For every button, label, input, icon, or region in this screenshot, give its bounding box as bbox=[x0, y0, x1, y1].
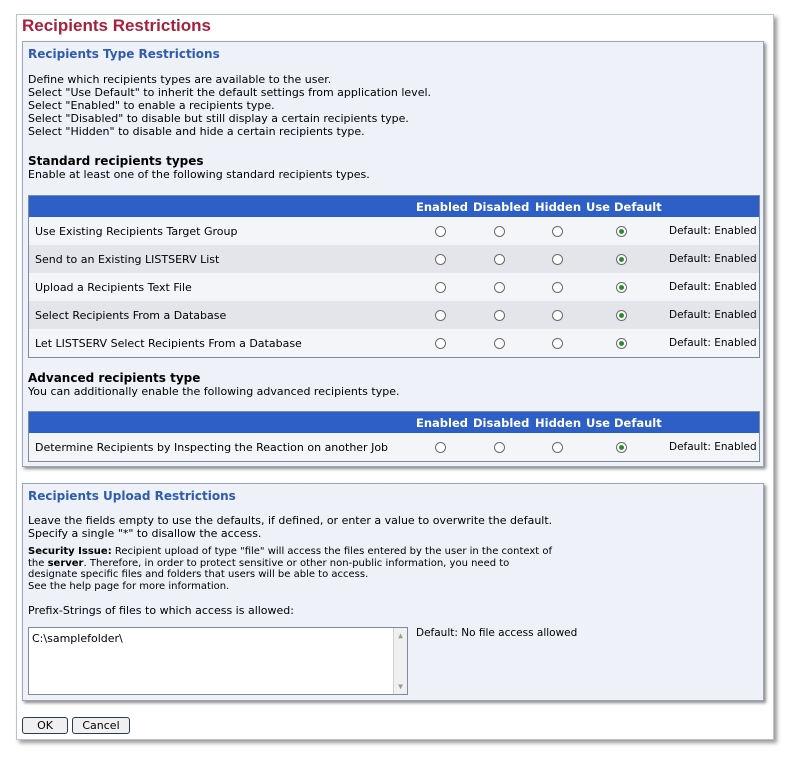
default-note: Default: Enabled bbox=[669, 441, 757, 453]
default-note: Default: Enabled bbox=[669, 225, 757, 237]
security-line: See the help page for more information. bbox=[28, 580, 230, 592]
standard-description: Enable at least one of the following standard recipients types. bbox=[28, 168, 370, 181]
intro-line: Select "Disabled" to disable but still display a certain recipients type. bbox=[28, 112, 409, 125]
row-label: Let LISTSERV Select Recipients From a Database bbox=[35, 337, 302, 350]
page-title: Recipients Restrictions bbox=[22, 16, 211, 35]
radio-enabled[interactable] bbox=[435, 226, 446, 237]
radio-use-default[interactable] bbox=[616, 442, 627, 453]
table-row bbox=[29, 301, 759, 329]
radio-enabled[interactable] bbox=[435, 442, 446, 453]
prefix-strings-value: C:\samplefolder\ bbox=[32, 632, 123, 645]
radio-hidden[interactable] bbox=[552, 282, 563, 293]
standard-heading: Standard recipients types bbox=[28, 154, 204, 168]
default-note: Default: Enabled bbox=[669, 253, 757, 265]
radio-use-default[interactable] bbox=[616, 310, 627, 321]
intro-line: Select "Hidden" to disable and hide a certain recipients type. bbox=[28, 125, 365, 138]
table-row bbox=[29, 329, 759, 357]
advanced-types-table bbox=[28, 411, 760, 462]
radio-enabled[interactable] bbox=[435, 338, 446, 349]
radio-enabled[interactable] bbox=[435, 254, 446, 265]
radio-disabled[interactable] bbox=[494, 226, 505, 237]
radio-hidden[interactable] bbox=[552, 442, 563, 453]
table-row bbox=[29, 433, 759, 461]
radio-hidden[interactable] bbox=[552, 338, 563, 349]
column-disabled: Disabled bbox=[473, 416, 530, 430]
table-row bbox=[29, 273, 759, 301]
row-label: Select Recipients From a Database bbox=[35, 309, 227, 322]
table-row bbox=[29, 245, 759, 273]
column-use-default: Use Default bbox=[586, 200, 662, 214]
default-note: Default: Enabled bbox=[669, 281, 757, 293]
standard-types-table bbox=[28, 195, 760, 358]
security-text: the bbox=[28, 557, 48, 569]
upload-restrictions-title: Recipients Upload Restrictions bbox=[28, 489, 236, 503]
cancel-button[interactable]: Cancel bbox=[72, 717, 130, 734]
radio-disabled[interactable] bbox=[494, 442, 505, 453]
advanced-section-header bbox=[28, 372, 399, 398]
row-label: Send to an Existing LISTSERV List bbox=[35, 253, 220, 266]
radio-disabled[interactable] bbox=[494, 282, 505, 293]
radio-use-default[interactable] bbox=[616, 338, 627, 349]
column-enabled: Enabled bbox=[416, 200, 469, 214]
type-restrictions-panel bbox=[22, 41, 764, 467]
column-hidden: Hidden bbox=[535, 200, 582, 214]
radio-use-default[interactable] bbox=[616, 282, 627, 293]
prefix-strings-textarea[interactable] bbox=[28, 627, 408, 695]
standard-section-header bbox=[28, 155, 370, 181]
radio-hidden[interactable] bbox=[552, 254, 563, 265]
table-row bbox=[29, 217, 759, 245]
radio-hidden[interactable] bbox=[552, 310, 563, 321]
type-restrictions-title: Recipients Type Restrictions bbox=[28, 47, 220, 61]
row-label: Use Existing Recipients Target Group bbox=[35, 225, 238, 238]
default-note: Default: Enabled bbox=[669, 337, 757, 349]
table-header bbox=[29, 196, 759, 217]
intro-line: Define which recipients types are available to the user. bbox=[28, 73, 332, 86]
security-server: server bbox=[47, 557, 84, 569]
security-line bbox=[28, 558, 552, 570]
scroll-up-icon[interactable]: ▲ bbox=[398, 631, 403, 640]
security-line: designate specific files and folders that users will be able to access. bbox=[28, 569, 369, 580]
type-restrictions-intro bbox=[28, 73, 431, 138]
radio-enabled[interactable] bbox=[435, 282, 446, 293]
prefix-field-default: Default: No file access allowed bbox=[416, 627, 578, 639]
column-enabled: Enabled bbox=[416, 416, 469, 430]
security-label: Security Issue: bbox=[28, 546, 112, 557]
radio-use-default[interactable] bbox=[616, 254, 627, 265]
radio-disabled[interactable] bbox=[494, 338, 505, 349]
column-disabled: Disabled bbox=[473, 200, 530, 214]
ok-button[interactable]: OK bbox=[22, 717, 68, 734]
intro-line: Specify a single "*" to disallow the access. bbox=[28, 527, 262, 540]
upload-intro bbox=[28, 514, 552, 540]
table-header bbox=[29, 412, 759, 433]
row-label: Upload a Recipients Text File bbox=[35, 281, 192, 294]
security-line bbox=[28, 546, 552, 558]
textarea-scrollbar[interactable] bbox=[393, 628, 407, 694]
radio-enabled[interactable] bbox=[435, 310, 446, 321]
default-note: Default: Enabled bbox=[669, 309, 757, 321]
security-text: Recipient upload of type "file" will access the files entered by the user in the context of bbox=[111, 546, 553, 557]
security-notice bbox=[28, 546, 552, 592]
intro-line: Select "Enabled" to enable a recipients type. bbox=[28, 99, 275, 112]
radio-disabled[interactable] bbox=[494, 254, 505, 265]
column-hidden: Hidden bbox=[535, 416, 582, 430]
prefix-field-label: Prefix-Strings of files to which access is allowed: bbox=[28, 604, 294, 617]
advanced-description: You can additionally enable the following advanced recipients type. bbox=[28, 385, 400, 398]
advanced-heading: Advanced recipients type bbox=[28, 371, 201, 385]
radio-hidden[interactable] bbox=[552, 226, 563, 237]
radio-use-default[interactable] bbox=[616, 226, 627, 237]
intro-line: Leave the fields empty to use the defaults, if defined, or enter a value to overwrite the default. bbox=[28, 514, 553, 527]
scroll-down-icon[interactable]: ▼ bbox=[398, 682, 403, 691]
radio-disabled[interactable] bbox=[494, 310, 505, 321]
row-label: Determine Recipients by Inspecting the Reaction on another Job bbox=[35, 441, 389, 454]
security-text: . Therefore, in order to protect sensitive or other non-public information, you need to bbox=[83, 557, 510, 569]
intro-line: Select "Use Default" to inherit the default settings from application level. bbox=[28, 86, 432, 99]
upload-restrictions-panel bbox=[22, 483, 764, 701]
column-use-default: Use Default bbox=[586, 416, 662, 430]
